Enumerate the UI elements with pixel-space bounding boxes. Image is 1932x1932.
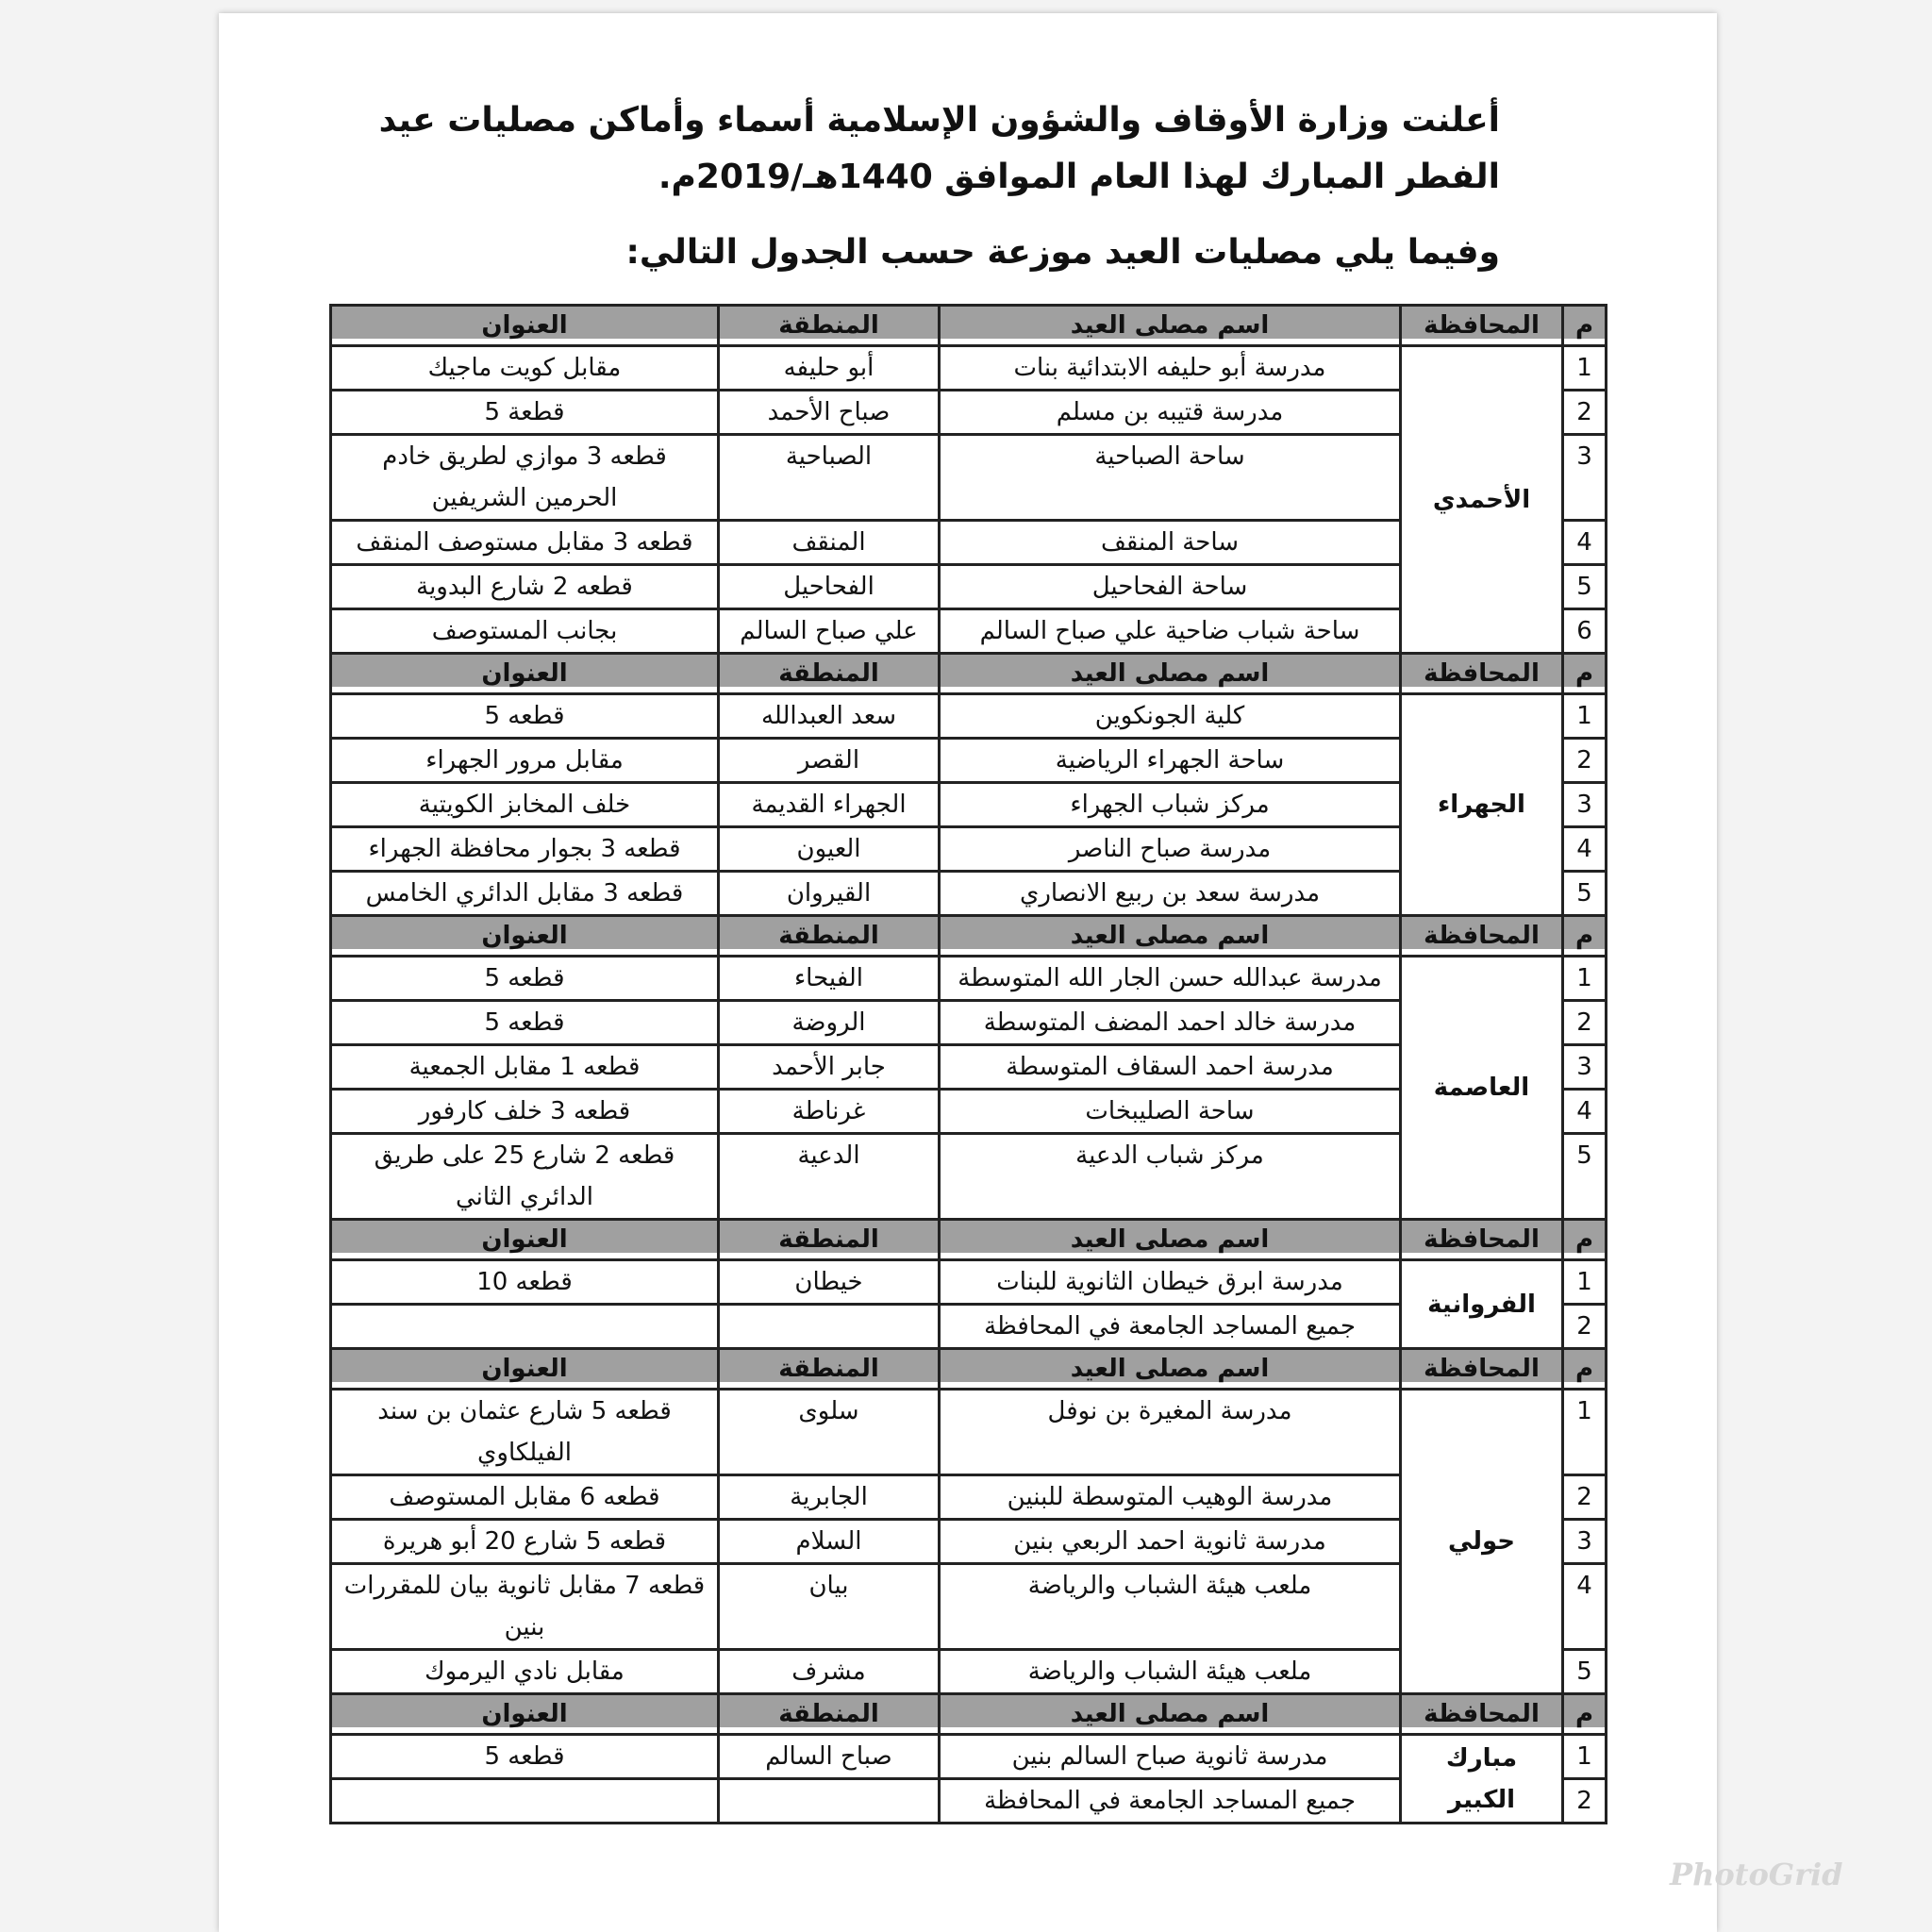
row-number: 4 [1563,1564,1607,1650]
row-number: 6 [1563,609,1607,654]
address-cell: قطعه 10 [331,1260,719,1305]
header-area: المنطقة [719,1220,940,1260]
header-prayer-name: اسم مصلى العيد [940,916,1401,957]
table-row [331,1260,1607,1305]
governorate-cell: الفروانية [1401,1260,1563,1349]
address-cell: خلف المخابز الكويتية [331,783,719,827]
header-prayer-name: اسم مصلى العيد [940,1349,1401,1390]
header-governorate: المحافظة [1401,916,1563,957]
row-number: 3 [1563,1520,1607,1564]
address-cell: قطعه 5 شارع 20 أبو هريرة [331,1520,719,1564]
address-cell: مقابل نادي اليرموك [331,1650,719,1694]
address-cell [331,1779,719,1824]
address-cell: قطعه 5 [331,1001,719,1045]
area-cell: مشرف [719,1650,940,1694]
address-cell: قطعة 5 [331,391,719,435]
header-governorate: المحافظة [1401,1349,1563,1390]
address-cell: قطعه 3 مقابل مستوصف المنقف [331,521,719,565]
table-row [331,957,1607,1001]
header-prayer-name: اسم مصلى العيد [940,1220,1401,1260]
address-cell: قطعه 2 شارع 25 على طريق الدائري الثاني [331,1134,719,1220]
area-cell: القيروان [719,872,940,916]
table-row [331,1735,1607,1779]
area-cell: القصر [719,739,940,783]
eid-prayer-locations-table [329,304,1607,1824]
header-prayer-name: اسم مصلى العيد [940,1694,1401,1735]
prayer-name-cell: مدرسة قتيبه بن مسلم [940,391,1401,435]
prayer-name-cell: مدرسة المغيرة بن نوفل [940,1390,1401,1475]
header-prayer-name: اسم مصلى العيد [940,306,1401,346]
address-cell: قطعه 1 مقابل الجمعية [331,1045,719,1090]
prayer-name-cell: كلية الجونكوين [940,694,1401,739]
header-address: العنوان [331,1220,719,1260]
header-area: المنطقة [719,654,940,694]
header-area: المنطقة [719,916,940,957]
prayer-name-cell: ساحة شباب ضاحية علي صباح السالم [940,609,1401,654]
section-header-row [331,916,1607,957]
address-cell: قطعه 6 مقابل المستوصف [331,1475,719,1520]
header-address: العنوان [331,1349,719,1390]
row-number: 1 [1563,957,1607,1001]
area-cell: جابر الأحمد [719,1045,940,1090]
address-cell: قطعه 3 موازي لطريق خادم الحرمين الشريفين [331,435,719,521]
prayer-name-cell: مركز شباب الجهراء [940,783,1401,827]
governorate-cell: الجهراء [1401,694,1563,916]
address-cell: بجانب المستوصف [331,609,719,654]
prayer-name-cell: ساحة الجهراء الرياضية [940,739,1401,783]
row-number: 4 [1563,1090,1607,1134]
row-number: 2 [1563,391,1607,435]
header-prayer-name: اسم مصلى العيد [940,654,1401,694]
header-governorate: المحافظة [1401,1694,1563,1735]
area-cell: أبو حليفه [719,346,940,391]
prayer-name-cell: مدرسة أبو حليفه الابتدائية بنات [940,346,1401,391]
row-number: 4 [1563,521,1607,565]
row-number: 2 [1563,1001,1607,1045]
prayer-name-cell: ساحة المنقف [940,521,1401,565]
section-header-row [331,306,1607,346]
row-number: 1 [1563,346,1607,391]
header-address: العنوان [331,654,719,694]
area-cell: الجابرية [719,1475,940,1520]
address-cell: قطعه 5 [331,694,719,739]
row-number: 5 [1563,872,1607,916]
header-num: م [1563,1349,1607,1390]
table-row [331,1390,1607,1475]
header-governorate: المحافظة [1401,1220,1563,1260]
address-cell: قطعه 2 شارع البدوية [331,565,719,609]
prayer-name-cell: مركز شباب الدعية [940,1134,1401,1220]
row-number: 2 [1563,739,1607,783]
header-address: العنوان [331,306,719,346]
header-num: م [1563,654,1607,694]
area-cell: صباح الأحمد [719,391,940,435]
area-cell: المنقف [719,521,940,565]
address-cell: قطعه 5 [331,957,719,1001]
header-area: المنطقة [719,1349,940,1390]
row-number: 1 [1563,694,1607,739]
row-number: 4 [1563,827,1607,872]
address-cell: قطعه 5 شارع عثمان بن سند الفيلكاوي [331,1390,719,1475]
prayer-name-cell: جميع المساجد الجامعة في المحافظة [940,1305,1401,1349]
section-header-row [331,654,1607,694]
row-number: 2 [1563,1305,1607,1349]
row-number: 1 [1563,1735,1607,1779]
area-cell: علي صباح السالم [719,609,940,654]
header-area: المنطقة [719,1694,940,1735]
area-cell: السلام [719,1520,940,1564]
area-cell: سلوى [719,1390,940,1475]
area-cell: العيون [719,827,940,872]
prayer-name-cell: مدرسة صباح الناصر [940,827,1401,872]
area-cell [719,1779,940,1824]
area-cell: غرناطة [719,1090,940,1134]
address-cell: قطعه 5 [331,1735,719,1779]
prayer-name-cell: ملعب هيئة الشباب والرياضة [940,1650,1401,1694]
header-address: العنوان [331,1694,719,1735]
governorate-cell: مبارك الكبير [1401,1735,1563,1824]
row-number: 5 [1563,1134,1607,1220]
section-header-row [331,1694,1607,1735]
photogrid-watermark: PhotoGrid [1670,1857,1843,1892]
header-num: م [1563,1694,1607,1735]
address-cell: مقابل مرور الجهراء [331,739,719,783]
area-cell: الدعية [719,1134,940,1220]
row-number: 3 [1563,435,1607,521]
area-cell: الفحاحيل [719,565,940,609]
header-governorate: المحافظة [1401,306,1563,346]
row-number: 1 [1563,1390,1607,1475]
governorate-cell: العاصمة [1401,957,1563,1220]
row-number: 5 [1563,565,1607,609]
header-num: م [1563,916,1607,957]
header-num: م [1563,306,1607,346]
address-cell [331,1305,719,1349]
prayer-name-cell: مدرسة الوهيب المتوسطة للبنين [940,1475,1401,1520]
address-cell: مقابل كويت ماجيك [331,346,719,391]
prayer-name-cell: مدرسة ابرق خيطان الثانوية للبنات [940,1260,1401,1305]
header-governorate: المحافظة [1401,654,1563,694]
prayer-name-cell: ملعب هيئة الشباب والرياضة [940,1564,1401,1650]
row-number: 3 [1563,783,1607,827]
header-address: العنوان [331,916,719,957]
row-number: 2 [1563,1475,1607,1520]
prayer-name-cell: جميع المساجد الجامعة في المحافظة [940,1779,1401,1824]
prayer-name-cell: مدرسة سعد بن ربيع الانصاري [940,872,1401,916]
area-cell: الصباحية [719,435,940,521]
prayer-name-cell: مدرسة ثانوية صباح السالم بنين [940,1735,1401,1779]
prayer-name-cell: مدرسة احمد السقاف المتوسطة [940,1045,1401,1090]
governorate-cell: الأحمدي [1401,346,1563,654]
governorate-cell: حولي [1401,1390,1563,1694]
row-number: 5 [1563,1650,1607,1694]
area-cell: سعد العبدالله [719,694,940,739]
prayer-name-cell: ساحة الفحاحيل [940,565,1401,609]
address-cell: قطعه 3 مقابل الدائري الخامس [331,872,719,916]
area-cell: خيطان [719,1260,940,1305]
area-cell: الروضة [719,1001,940,1045]
prayer-name-cell: ساحة الصليبخات [940,1090,1401,1134]
area-cell: بيان [719,1564,940,1650]
prayer-name-cell: ساحة الصباحية [940,435,1401,521]
section-header-row [331,1349,1607,1390]
intro-table-caption: وفيما يلي مصليات العيد موزعة حسب الجدول التالي: [625,233,1500,272]
area-cell [719,1305,940,1349]
address-cell: قطعه 7 مقابل ثانوية بيان للمقررات بنين [331,1564,719,1650]
area-cell: الجهراء القديمة [719,783,940,827]
row-number: 3 [1563,1045,1607,1090]
address-cell: قطعه 3 بجوار محافظة الجهراء [331,827,719,872]
area-cell: الفيحاء [719,957,940,1001]
row-number: 2 [1563,1779,1607,1824]
prayer-name-cell: مدرسة عبدالله حسن الجار الله المتوسطة [940,957,1401,1001]
intro-paragraph: أعلنت وزارة الأوقاف والشؤون الإسلامية أسماء وأماكن مصليات عيد الفطر المبارك لهذا العام الموافق 1440هـ/2019م. [378,101,1500,196]
row-number: 1 [1563,1260,1607,1305]
table-row [331,346,1607,391]
header-num: م [1563,1220,1607,1260]
header-area: المنطقة [719,306,940,346]
table-row [331,694,1607,739]
prayer-name-cell: مدرسة خالد احمد المضف المتوسطة [940,1001,1401,1045]
prayer-name-cell: مدرسة ثانوية احمد الربعي بنين [940,1520,1401,1564]
address-cell: قطعه 3 خلف كارفور [331,1090,719,1134]
area-cell: صباح السالم [719,1735,940,1779]
section-header-row [331,1220,1607,1260]
